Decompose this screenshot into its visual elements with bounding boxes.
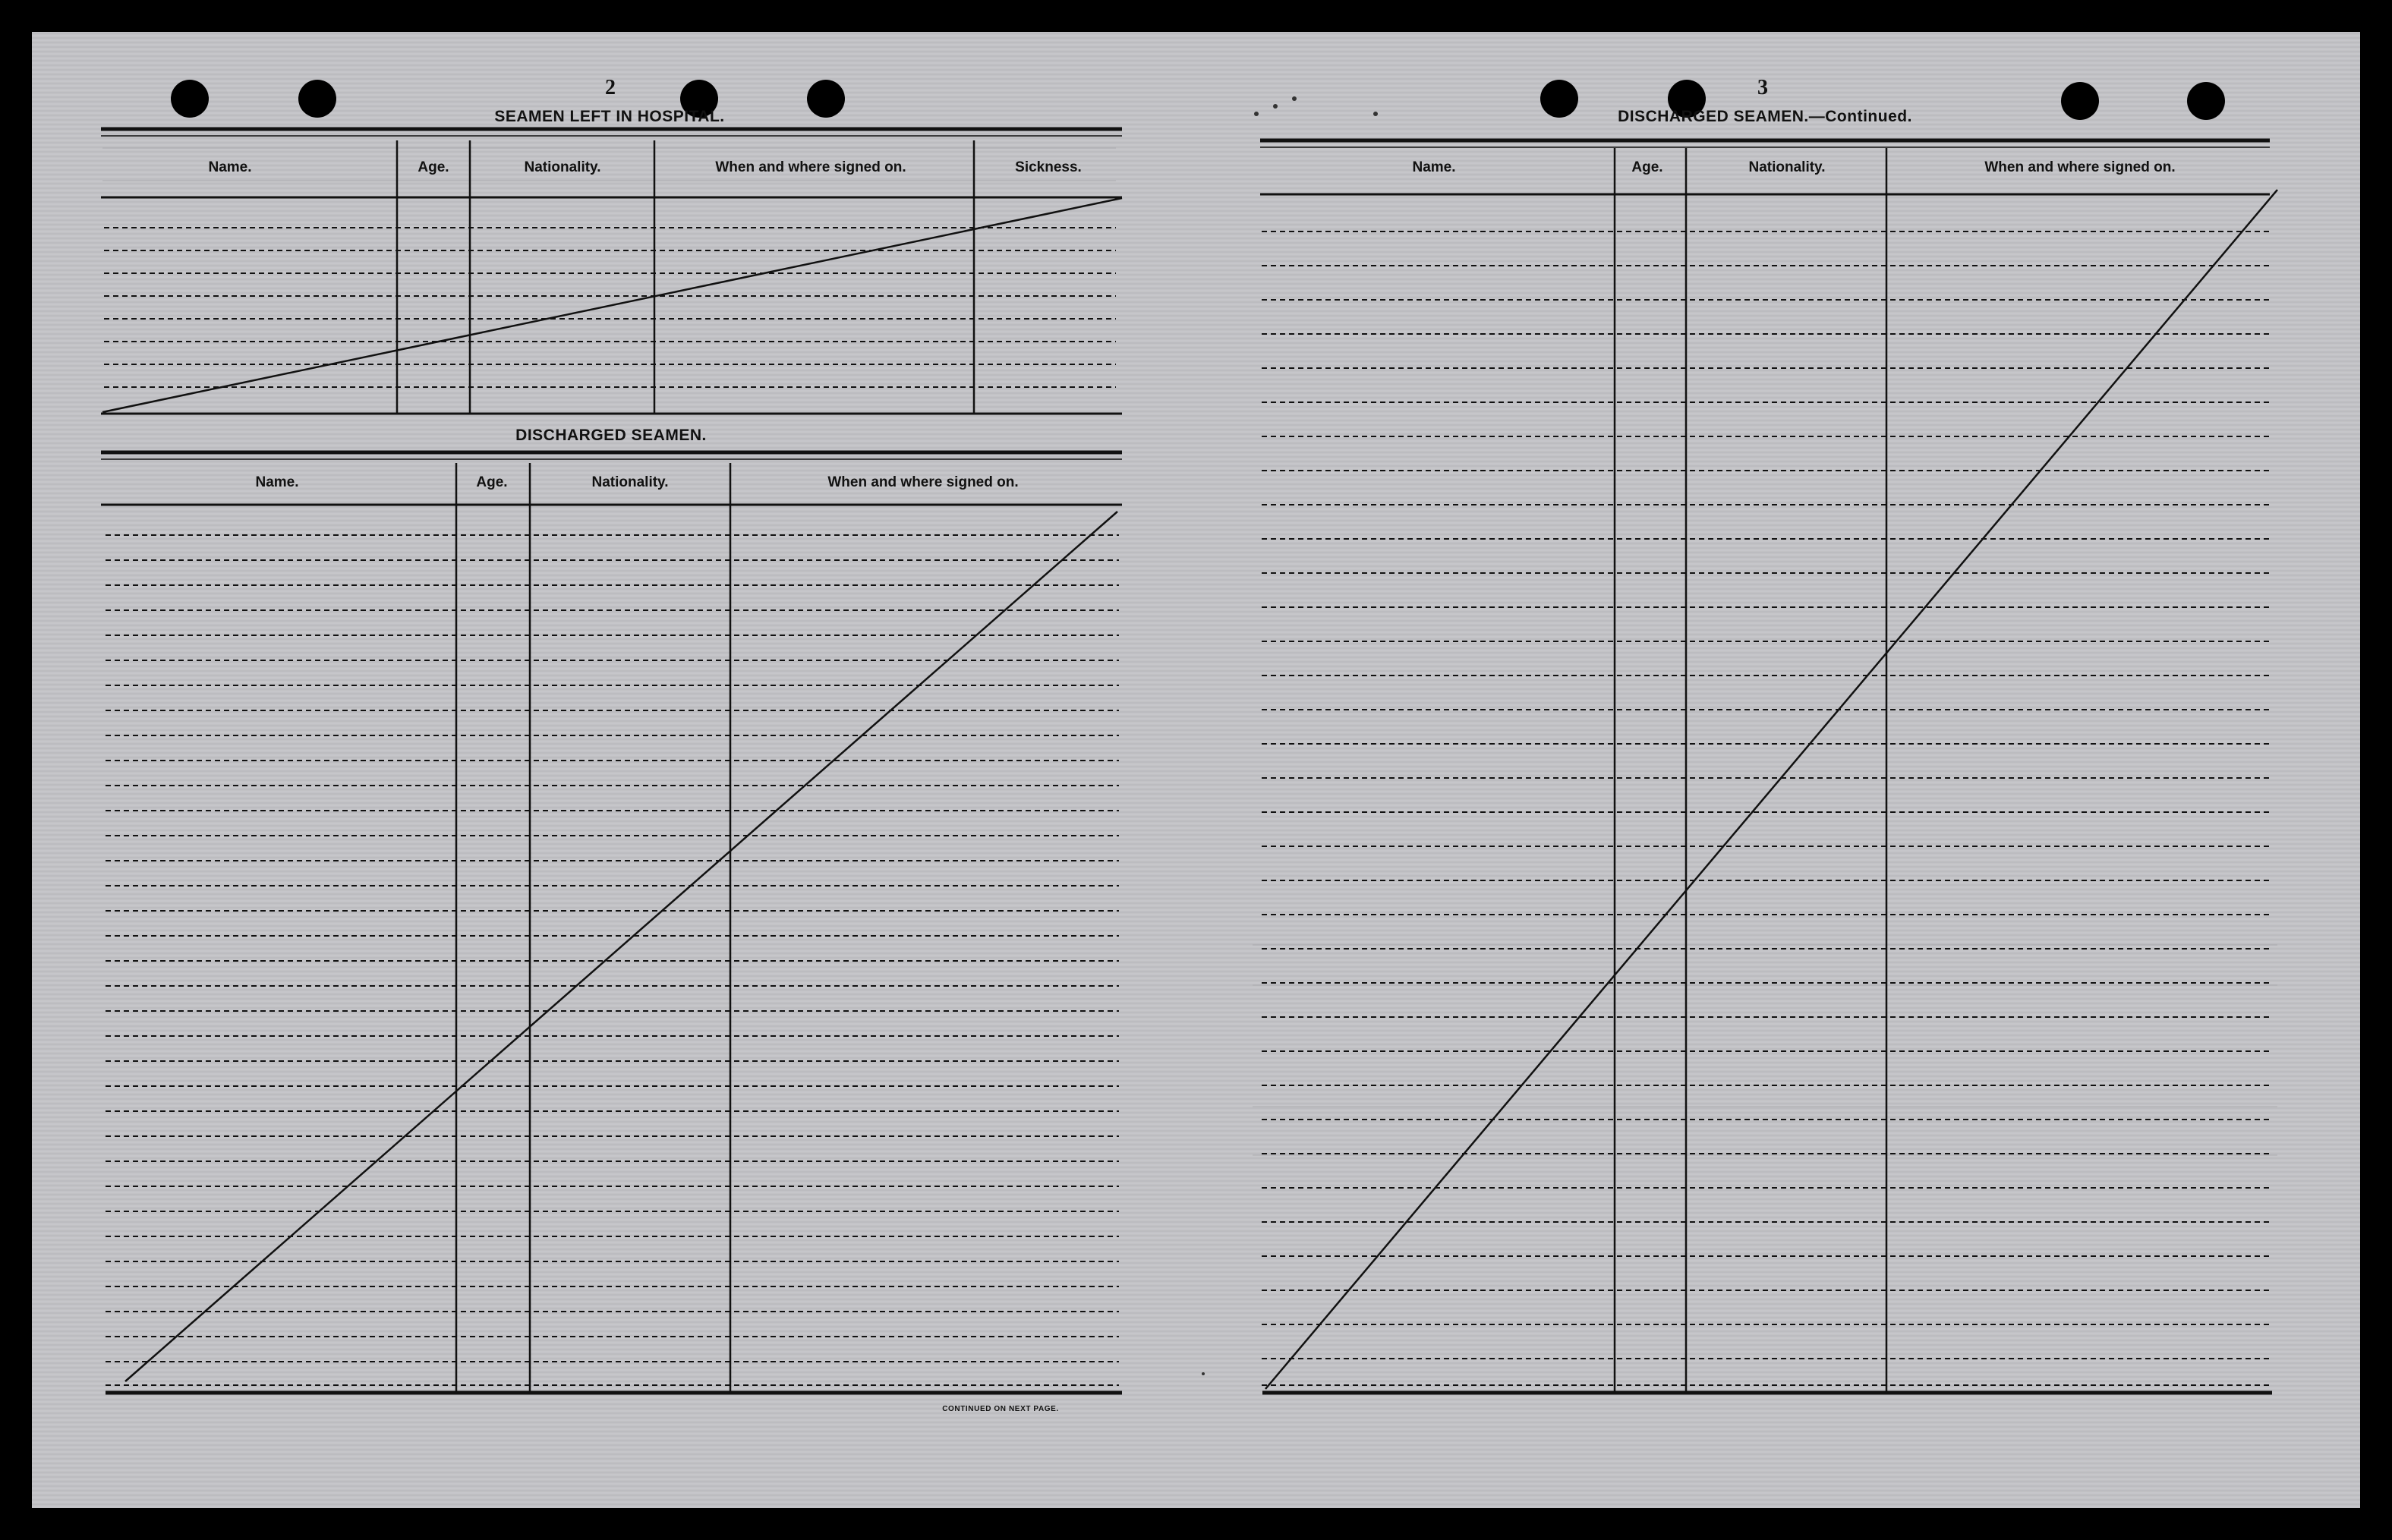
hospital-col-sickness: Sickness. <box>1015 159 1082 175</box>
discharged-col-age: Age. <box>476 474 508 490</box>
continued-col-signed-on: When and where signed on. <box>1984 159 2176 175</box>
punch-hole <box>2061 82 2099 120</box>
discharged-col-signed-on: When and where signed on. <box>827 474 1019 490</box>
page-number-left: 2 <box>605 76 616 99</box>
punch-hole <box>807 80 845 118</box>
punch-hole <box>2187 82 2225 120</box>
hospital-col-signed-on: When and where signed on. <box>715 159 906 175</box>
hospital-col-nationality: Nationality. <box>524 159 601 175</box>
hospital-col-name: Name. <box>208 159 252 175</box>
continued-footer: CONTINUED ON NEXT PAGE. <box>942 1405 1059 1413</box>
punch-hole <box>298 80 336 118</box>
continued-col-nationality: Nationality. <box>1748 159 1826 175</box>
discharged-col-name: Name. <box>255 474 299 490</box>
discharged-section-title: DISCHARGED SEAMEN. <box>515 427 707 444</box>
hospital-col-age: Age. <box>418 159 449 175</box>
hospital-section-title: SEAMEN LEFT IN HOSPITAL. <box>494 108 725 125</box>
continued-section-title: DISCHARGED SEAMEN.—Continued. <box>1618 108 1912 125</box>
continued-col-age: Age. <box>1631 159 1663 175</box>
punch-hole <box>171 80 209 118</box>
page-number-right: 3 <box>1757 76 1768 99</box>
continued-col-name: Name. <box>1412 159 1456 175</box>
punch-hole <box>1540 80 1578 118</box>
discharged-col-nationality: Nationality. <box>591 474 669 490</box>
